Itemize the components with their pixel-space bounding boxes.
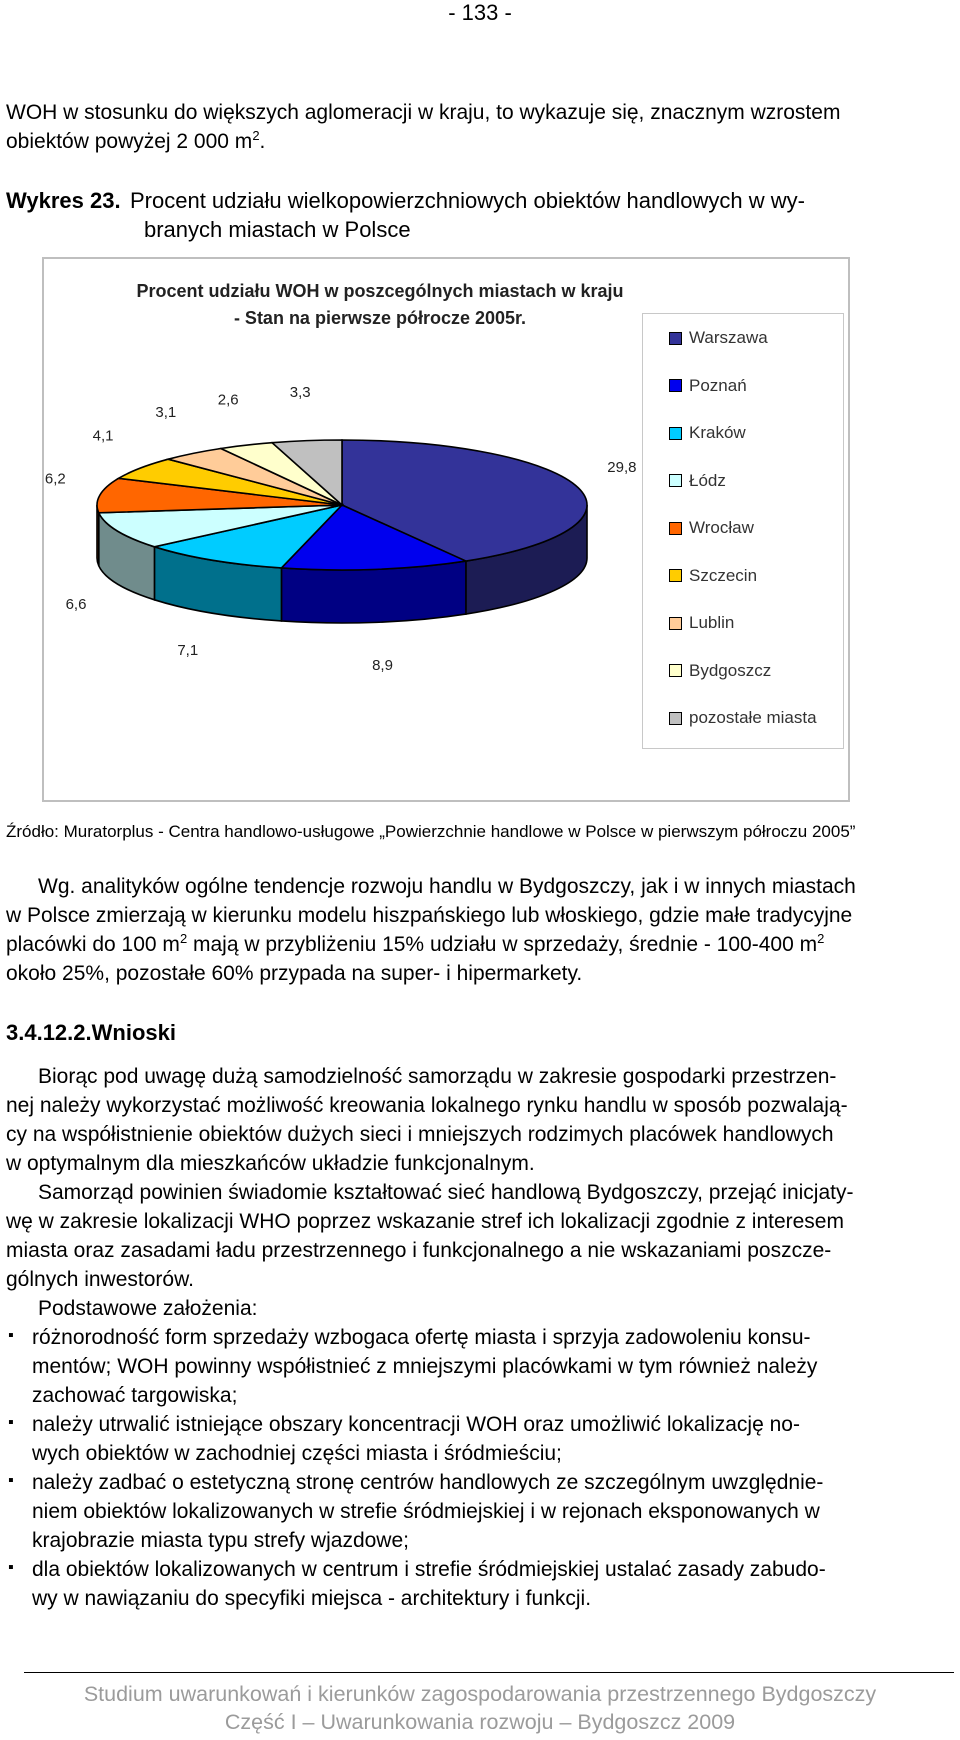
legend-label: pozostałe miasta — [689, 708, 817, 727]
list-item-line: krajobrazie miasta typu strefy wjazdowe; — [32, 1529, 409, 1552]
footer-divider — [24, 1672, 954, 1673]
paragraph-2-line: Samorząd powinien świadomie kształtować sieć handlową Bydgoszczy, przejąć inicjaty- — [38, 1181, 854, 1204]
source-note: Źródło: Muratorplus - Centra handlowo-usługowe „Powierzchnie handlowe w Polsce w pierwszym półroczu 2005” — [6, 822, 856, 841]
legend-label: Szczecin — [689, 565, 758, 585]
data-label-Łódz: 6,6 — [65, 596, 87, 614]
paragraph-2-line: gólnych inwestorów. — [6, 1268, 194, 1291]
footer-line-1: Studium uwarunkowań i kierunków zagospodarowania przestrzennego Bydgoszczy — [83, 1682, 877, 1706]
analysis-line-3 — [6, 930, 954, 959]
list-item-line: należy utrwalić istniejące obszary koncentracji WOH oraz umożliwić lokalizację no- — [32, 1413, 800, 1436]
chart-title-line-1: Procent udziału WOH w poszcególnych miastach w kraju — [136, 281, 624, 301]
bullet-icon: ▪ — [8, 1327, 14, 1344]
analysis-line-1: Wg. analityków ogólne tendencje rozwoju handlu w Bydgoszczy, jak i w innych miastach — [38, 875, 856, 898]
legend-swatch — [669, 379, 682, 392]
legend-item-pozostałe miasta — [669, 706, 817, 730]
analysis-text-a: placówki do 100 m — [6, 933, 180, 956]
legend-item-Szczecin — [669, 564, 757, 588]
list-item-line: mentów; WOH powinny współistnieć z mniejszymi placówkami w tym również należy — [32, 1355, 818, 1378]
pie-top — [97, 440, 587, 570]
legend-item-Bydgoszcz — [669, 659, 771, 683]
legend-label: Kraków — [689, 423, 746, 442]
legend-item-Poznań — [669, 374, 747, 398]
legend-swatch — [669, 522, 682, 535]
data-label-Wrocław: 6,2 — [44, 470, 66, 488]
page-number: - 133 - — [448, 0, 512, 25]
paragraph-1-line: Biorąc pod uwagę dużą samodzielność samorządu w zakresie gospodarki przestrzen- — [38, 1065, 837, 1088]
list-item-line: niem obiektów lokalizowanych w strefie śródmiejskiej i w rejonach eksponowanych w — [32, 1500, 820, 1523]
legend-label: Bydgoszcz — [689, 660, 772, 680]
analysis-line-2: w Polsce zmierzają w kierunku modelu hiszpańskiego lub włoskiego, gdzie małe tradycyjne — [6, 904, 853, 927]
paragraph-1 — [6, 1062, 954, 1178]
legend-label: Łódz — [689, 470, 726, 490]
paragraph-1-line: cy na współistnienie obiektów dużych sieci i mniejszych rodzimych placówek handlowych — [6, 1123, 834, 1146]
legend-item-Kraków — [669, 421, 746, 445]
list-item-line: dla obiektów lokalizowanych w centrum i strefie śródmiejskiej ustalać zasady zabudo- — [32, 1558, 826, 1581]
legend-item-Lublin — [669, 611, 734, 635]
legend-swatch — [669, 712, 682, 725]
legend-item-Wrocław — [669, 516, 754, 540]
list-item-line: zachować targowiska; — [32, 1384, 238, 1407]
bullet-icon: ▪ — [8, 1472, 14, 1489]
list-item-line: wy w nawiązaniu do specyfiki miejsca - architektury i funkcji. — [32, 1587, 592, 1610]
list-item-line: należy zadbać o estetyczną stronę centrów handlowych ze szczególnym uwzględnie- — [32, 1471, 824, 1494]
paragraph-1-line: w optymalnym dla mieszkańców układzie funkcjonalnym. — [6, 1152, 535, 1175]
figure-number: Wykres 23. — [6, 188, 121, 213]
legend-item-Łódz — [669, 469, 726, 493]
legend-label: Lublin — [689, 613, 735, 632]
legend-swatch — [669, 569, 682, 582]
intro-text: obiektów powyżej 2 000 m — [6, 130, 253, 153]
intro-line-1: WOH w stosunku do większych aglomeracji w kraju, to wykazuje się, znacznym wzrostem — [6, 101, 841, 124]
legend-item-Warszawa — [669, 326, 768, 350]
section-heading: 3.4.12.2.Wnioski — [6, 1020, 176, 1045]
legend-swatch — [669, 474, 682, 487]
legend-label: Wrocław — [689, 518, 754, 537]
data-label-Bydgoszcz: 2,6 — [217, 391, 239, 409]
data-label-Poznań: 8,9 — [372, 656, 393, 674]
legend-swatch — [669, 617, 682, 630]
bullet-icon: ▪ — [8, 1414, 14, 1431]
data-label-Szczecin: 4,1 — [92, 427, 114, 445]
data-label-Kraków: 7,1 — [177, 642, 199, 660]
figure-caption-line-1: Procent udziału wielkopowierzchniowych obiektów handlowych w wy- — [130, 188, 805, 213]
chart-legend — [642, 313, 844, 749]
paragraph-2 — [6, 1178, 954, 1294]
analysis-superscript-2: 2 — [817, 931, 825, 946]
chart-title-line-2: - Stan na pierwsze półrocze 2005r. — [233, 308, 527, 328]
pie-side-Wrocław — [97, 505, 99, 566]
data-label-Warszawa: 29,8 — [607, 459, 637, 477]
footer-line-2: Część I – Uwarunkowania rozwoju – Bydgoszcz 2009 — [224, 1710, 736, 1734]
intro-period: . — [259, 130, 266, 153]
intro-superscript: 2 — [252, 128, 260, 143]
legend-swatch — [669, 427, 682, 440]
analysis-text-b: mają w przybliżeniu 15% udziału w sprzedaży, średnie - 100-400 m — [187, 933, 818, 956]
legend-label: Poznań — [689, 375, 747, 395]
paragraph-2-line: miasta oraz zasadami ładu przestrzennego i funkcjonalnego a nie wskazaniami poszcze- — [6, 1239, 832, 1262]
data-label-pozostałe miasta: 3,3 — [289, 384, 311, 402]
bullet-icon: ▪ — [8, 1559, 14, 1576]
legend-swatch — [669, 332, 682, 345]
paragraph-2-line: wę w zakresie lokalizacji WHO poprzez wskazanie stref ich lokalizacji zgodnie z interesem — [6, 1210, 844, 1233]
legend-swatch — [669, 664, 682, 677]
assumptions-label: Podstawowe założenia: — [38, 1297, 258, 1320]
analysis-line-4: około 25%, pozostałe 60% przypada na super- i hipermarkety. — [6, 962, 583, 985]
data-label-Lublin: 3,1 — [155, 404, 177, 422]
figure-caption-line-2: branych miastach w Polsce — [144, 217, 411, 242]
legend-label: Warszawa — [689, 328, 768, 347]
analysis-superscript-1: 2 — [179, 931, 188, 946]
list-item-line: różnorodność form sprzedaży wzbogaca ofertę miasta i sprzyja zadowoleniu konsu- — [32, 1326, 811, 1349]
paragraph-1-line: nej należy wykorzystać możliwość kreowania lokalnego rynku handlu w sposób pozwalają- — [6, 1094, 848, 1117]
list-item-line: wych obiektów w zachodniej części miasta i śródmieściu; — [32, 1442, 562, 1465]
